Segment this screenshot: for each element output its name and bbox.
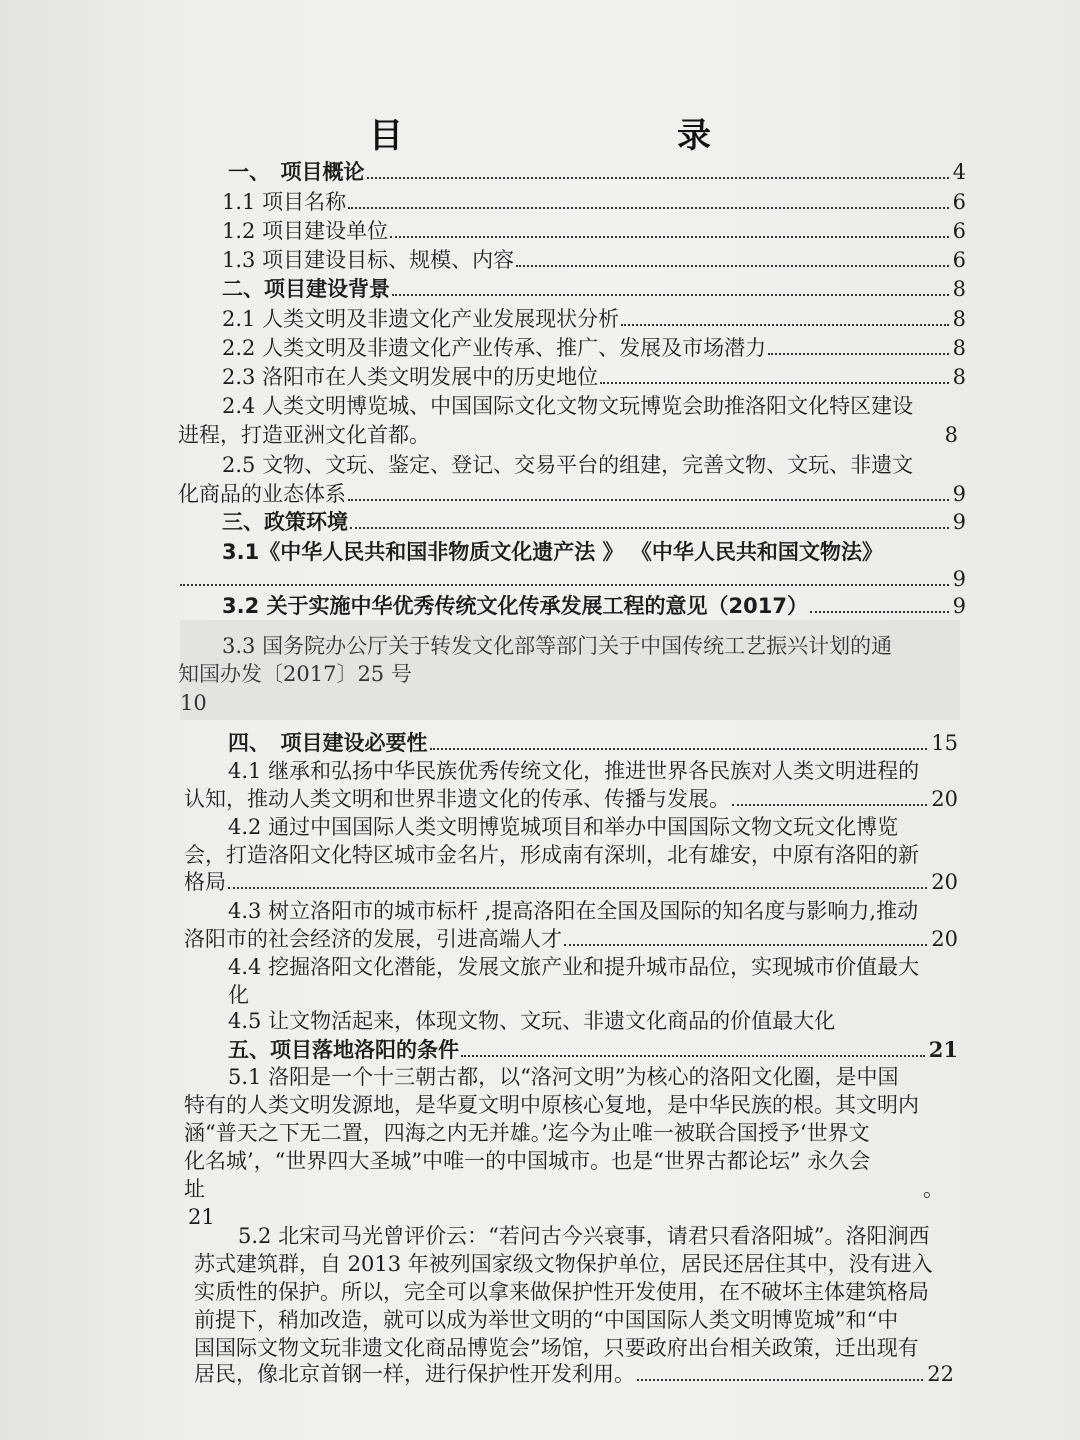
toc-entry-3-2[interactable] (222, 592, 966, 621)
leader-dots (367, 177, 949, 179)
toc-entry-3-3-line2[interactable]: 知国办发〔2017〕25 号 (178, 662, 412, 686)
toc-page: 20 (931, 787, 958, 811)
page-title: 目 录 (369, 116, 831, 156)
leader-dots (621, 324, 949, 326)
toc-label: 洛阳市的社会经济的发展，引进高端人才 (184, 927, 562, 951)
toc-entry-4-4-line2[interactable]: 化 (228, 983, 249, 1007)
toc-page: 6 (952, 190, 966, 214)
leader-dots (390, 236, 949, 238)
toc-entry-3-1[interactable]: 3.1《中华人民共和国非物质文化遗产法 》 《中华人民共和国文物法》 (222, 540, 883, 564)
leader-dots (732, 804, 927, 806)
toc-label: 一、 项目概论 (228, 160, 365, 184)
toc-label: 认知，推动人类文明和世界非遗文化的传承、传播与发展。 (184, 787, 730, 811)
toc-entry-5-1-line5[interactable] (184, 1175, 944, 1204)
toc-entry-2-5-line2[interactable] (178, 480, 966, 509)
leader-dots (348, 499, 949, 501)
toc-page: 9 (952, 482, 966, 506)
toc-page: 8 (952, 336, 966, 360)
toc-entry-s4[interactable] (228, 729, 958, 758)
toc-entry-5-2-line6[interactable] (194, 1360, 954, 1389)
toc-page: 15 (931, 731, 958, 755)
toc-entry-5-2-line3[interactable]: 实质性的保护。所以，完全可以拿来做保护性开发使用，在不破坏主体建筑格局 (194, 1280, 929, 1304)
toc-label: 1.3 项目建设目标、规模、内容 (222, 248, 515, 272)
toc-entry-5-1-page[interactable]: 21 (188, 1205, 215, 1229)
toc-page: 8 (952, 277, 966, 301)
toc-label: 址 (184, 1177, 205, 1201)
toc-entry-s2[interactable] (222, 275, 966, 304)
toc-entry-s1[interactable] (228, 158, 966, 187)
toc-page: 21 (928, 1037, 958, 1062)
toc-entry-3-1-leader[interactable] (178, 565, 966, 594)
toc-entry-5-1-line1[interactable]: 5.1 洛阳是一个十三朝古都，以“洛河文明”为核心的洛阳文化圈，是中国 (228, 1065, 899, 1089)
toc-entry-5-1-line4[interactable]: 化名城’，“世界四大圣城”中唯一的中国城市。也是“世界古都论坛” 永久会 (184, 1149, 871, 1173)
toc-entry-4-3-line1[interactable]: 4.3 树立洛阳市的城市标杆 ,提高洛阳在全国及国际的知名度与影响力,推动 (228, 899, 919, 923)
toc-page: 20 (931, 870, 958, 894)
toc-label: 四、 项目建设必要性 (228, 731, 428, 755)
toc-entry-2-5-line1[interactable]: 2.5 文物、文玩、鉴定、登记、交易平台的组建，完善文物、文玩、非遗文 (222, 453, 914, 477)
toc-label: 格局 (184, 870, 226, 894)
toc-entry-1-2[interactable] (222, 217, 966, 246)
toc-entry-4-2-line2[interactable]: 会，打造洛阳文化特区城市金名片，形成南有深圳，北有雄安，中原有洛阳的新 (184, 843, 919, 867)
leader-dots (180, 584, 949, 586)
toc-entry-4-1-line1[interactable]: 4.1 继承和弘扬中华民族优秀传统文化，推进世界各民族对人类文明进程的 (228, 759, 920, 783)
leader-dots (768, 353, 949, 355)
toc-entry-5-2-line4[interactable]: 前提下，稍加改造，就可以成为举世文明的“中国国际人类文明博览城”和“中 (194, 1308, 899, 1332)
leader-dots (350, 527, 949, 529)
toc-entry-5-1-line3[interactable]: 涵“普天之下无二置，四海之内无并雄。’迄今为止唯一被联合国授予‘世界文 (184, 1121, 870, 1145)
toc-label: 二、项目建设背景 (222, 277, 390, 301)
toc-page: 9 (952, 510, 966, 534)
toc-entry-2-3[interactable] (222, 363, 966, 392)
toc-label: 2.2 人类文明及非遗文化产业传承、推广、发展及市场潜力 (222, 336, 767, 360)
leader-dots (516, 265, 949, 267)
toc-entry-4-4-line1[interactable]: 4.4 挖掘洛阳文化潜能，发展文旅产业和提升城市品位，实现城市价值最大 (228, 955, 920, 979)
toc-page: 8 (952, 365, 966, 389)
toc-entry-5-2-line2[interactable]: 苏式建筑群，自 2013 年被列国家级文物保护单位，居民还居住其中，没有进入 (194, 1252, 933, 1276)
toc-entry-2-2[interactable] (222, 334, 966, 363)
period-mark: 。 (923, 1177, 944, 1201)
toc-entry-5-2-line1[interactable]: 5.2 北宋司马光曾评价云：“若问古今兴衰事，请君只看洛阳城”。洛阳涧西 (238, 1224, 930, 1248)
toc-entry-2-4-line1[interactable]: 2.4 人类文明博览城、中国国际文化文物文玩博览会助推洛阳文化特区建设 (222, 394, 914, 418)
toc-label: 2.3 洛阳市在人类文明发展中的历史地位 (222, 365, 599, 389)
toc-page: 9 (952, 567, 966, 591)
toc-page: 6 (952, 248, 966, 272)
toc-label: 2.1 人类文明及非遗文化产业发展现状分析 (222, 307, 620, 331)
leader-dots (637, 1379, 923, 1381)
toc-entry-2-1[interactable] (222, 305, 966, 334)
toc-entry-1-3[interactable] (222, 246, 966, 275)
toc-label: 化商品的业态体系 (178, 482, 346, 506)
leader-dots (392, 294, 949, 296)
toc-entry-4-2-line1[interactable]: 4.2 通过中国国际人类文明博览城项目和举办中国国际文物文玩文化博览 (228, 815, 899, 839)
toc-entry-2-4-line2[interactable] (178, 421, 958, 450)
toc-page: 22 (927, 1362, 954, 1386)
toc-entry-s3[interactable] (222, 508, 966, 537)
toc-label: 居民，像北京首钢一样，进行保护性开发利用。 (194, 1362, 635, 1386)
leader-dots (564, 944, 927, 946)
leader-dots (430, 748, 928, 750)
toc-entry-5-2-line5[interactable]: 国国际文物文玩非遗文化商品博览会”场馆，只要政府出台相关政策，迁出现有 (194, 1336, 919, 1360)
toc-label: 3.2 关于实施中华优秀传统文化传承发展工程的意见（2017） (222, 594, 808, 618)
leader-dots (228, 887, 927, 889)
toc-entry-s5[interactable] (228, 1035, 958, 1065)
toc-entry-4-5[interactable]: 4.5 让文物活起来，体现文物、文玩、非遗文化商品的价值最大化 (228, 1009, 836, 1033)
leader-dots (461, 1055, 925, 1057)
toc-page: 9 (952, 594, 966, 618)
toc-page: 6 (952, 219, 966, 243)
toc-entry-3-3-line1[interactable]: 3.3 国务院办公厅关于转发文化部等部门关于中国传统工艺振兴计划的通 (222, 634, 893, 658)
toc-page: 4 (952, 160, 966, 184)
toc-entry-1-1[interactable] (222, 188, 966, 217)
toc-entry-4-3-line2[interactable] (184, 925, 958, 954)
toc-entry-4-2-line3[interactable] (184, 868, 958, 897)
toc-entry-5-1-line2[interactable]: 特有的人类文明发源地，是华夏文明中原核心复地，是中华民族的根。其文明内 (184, 1093, 919, 1117)
toc-label: 五、项目落地洛阳的条件 (228, 1038, 459, 1062)
toc-entry-4-1-line2[interactable] (184, 785, 958, 814)
leader-dots (600, 382, 949, 384)
toc-label: 三、政策环境 (222, 510, 348, 534)
toc-label: 1.2 项目建设单位 (222, 219, 389, 243)
leader-dots (348, 207, 949, 209)
toc-label: 1.1 项目名称 (222, 190, 347, 214)
toc-page: 8 (944, 423, 958, 447)
toc-page: 20 (931, 927, 958, 951)
leader-dots (810, 611, 949, 613)
toc-label: 进程，打造亚洲文化首都。 (178, 423, 430, 447)
toc-entry-3-3-page[interactable]: 10 (180, 691, 207, 715)
toc-page: 8 (952, 307, 966, 331)
